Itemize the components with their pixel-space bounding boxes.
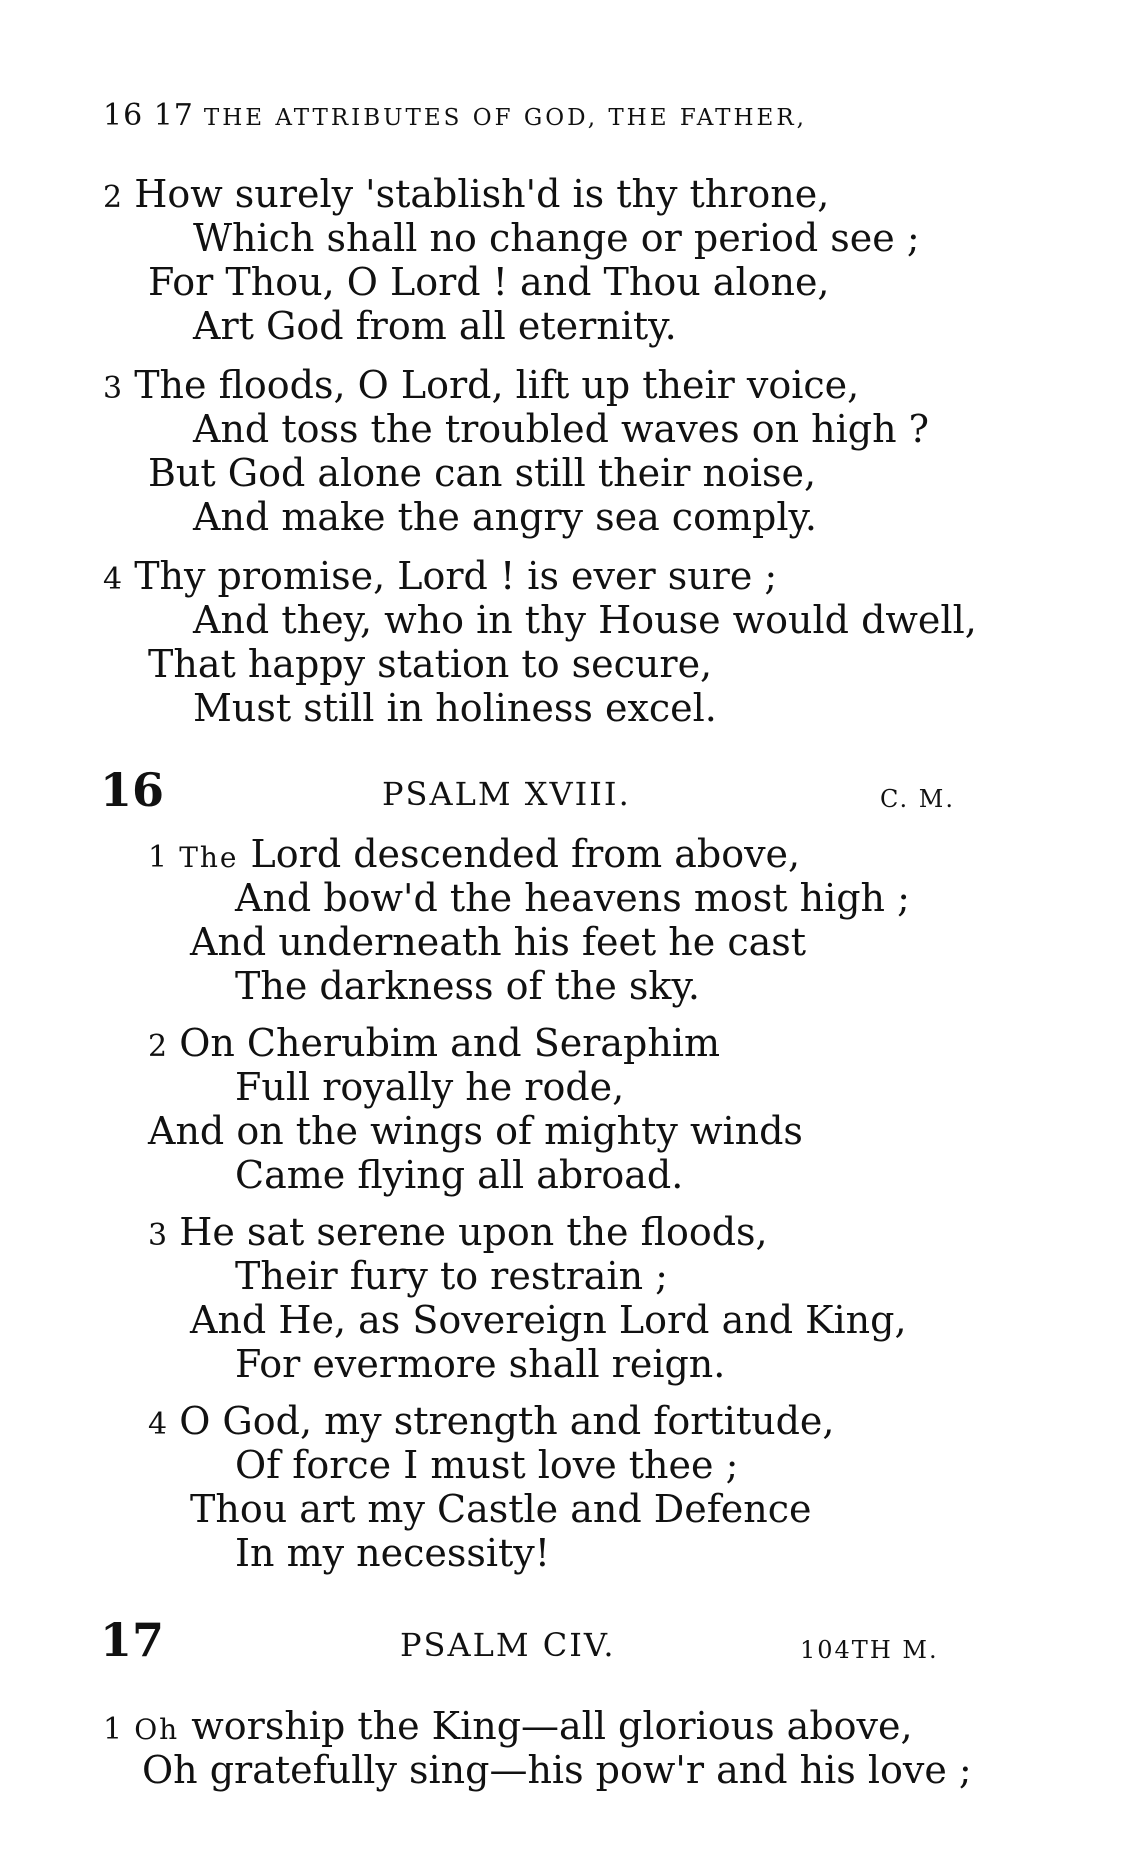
verse-line: Their fury to restrain ; <box>235 1254 668 1298</box>
verse-line: Of force I must love thee ; <box>235 1443 739 1487</box>
verse-line: But God alone can still their noise, <box>148 451 817 495</box>
verse-line: And on the wings of mighty winds <box>148 1109 803 1153</box>
verse-text: O God, my strength and fortitude, <box>179 1399 835 1443</box>
verse-initial-word: Oh <box>134 1713 180 1746</box>
verse-line: That happy station to secure, <box>148 642 713 686</box>
verse-text: Thy promise, Lord ! is ever sure ; <box>134 554 778 598</box>
verse-line: And toss the troubled waves on high ? <box>193 407 930 451</box>
verse-line <box>103 554 777 602</box>
verse-line: Came flying all abroad. <box>235 1153 684 1197</box>
verse-line: The darkness of the sky. <box>235 964 700 1008</box>
verse-initial-word: The <box>179 841 239 874</box>
verse-number: 2 <box>103 180 123 215</box>
verse-text: He sat serene upon the floods, <box>179 1210 768 1254</box>
verse-number: 2 <box>148 1029 168 1064</box>
verse-number: 1 <box>103 1712 123 1747</box>
verse-number: 4 <box>148 1407 168 1442</box>
verse-line: And underneath his feet he cast <box>190 920 807 964</box>
verse-line <box>103 1704 913 1752</box>
verse-number: 1 <box>148 840 168 875</box>
verse-line: And bow'd the heavens most high ; <box>235 876 910 920</box>
verse-text: Lord descended from above, <box>238 832 801 876</box>
running-header <box>103 98 807 133</box>
verse-line: And make the angry sea comply. <box>193 495 817 539</box>
running-title: THE ATTRIBUTES OF GOD, THE FATHER, <box>203 105 807 131</box>
psalm-title: PSALM CIV. <box>400 1626 616 1664</box>
verse-text: worship the King—all glorious above, <box>179 1704 913 1748</box>
verse-line: Full royally he rode, <box>235 1065 625 1109</box>
verse-text: The floods, O Lord, lift up their voice, <box>134 363 860 407</box>
verse-line: Thou art my Castle and Defence <box>190 1487 812 1531</box>
verse-line: For evermore shall reign. <box>235 1342 726 1386</box>
verse-line <box>148 1399 834 1447</box>
verse-line <box>148 1210 768 1258</box>
verse-line: Which shall no change or period see ; <box>193 216 920 260</box>
psalm-meter: C. M. <box>880 785 955 813</box>
verse-line: Oh gratefully sing—his pow'r and his love ; <box>142 1748 972 1792</box>
psalm-number: 16 <box>100 763 165 817</box>
verse-number: 3 <box>103 371 123 406</box>
verse-line: Must still in holiness excel. <box>193 686 717 730</box>
verse-line: In my necessity! <box>235 1531 551 1575</box>
verse-number: 4 <box>103 562 123 597</box>
verse-line <box>103 363 859 411</box>
page-numbers: 16 17 <box>103 98 194 133</box>
verse-line <box>148 832 800 880</box>
verse-line: And He, as Sovereign Lord and King, <box>190 1298 907 1342</box>
verse-line <box>148 1021 720 1069</box>
verse-line: And they, who in thy House would dwell, <box>193 598 977 642</box>
verse-line: Art God from all eternity. <box>193 304 677 348</box>
verse-text: How surely 'stablish'd is thy throne, <box>134 172 830 216</box>
verse-text: On Cherubim and Seraphim <box>179 1021 721 1065</box>
psalm-number: 17 <box>100 1613 165 1667</box>
verse-line <box>103 172 829 220</box>
psalm-meter: 104TH M. <box>800 1636 939 1664</box>
psalm-title: PSALM XVIII. <box>382 775 631 813</box>
verse-line: For Thou, O Lord ! and Thou alone, <box>148 260 830 304</box>
verse-number: 3 <box>148 1218 168 1253</box>
